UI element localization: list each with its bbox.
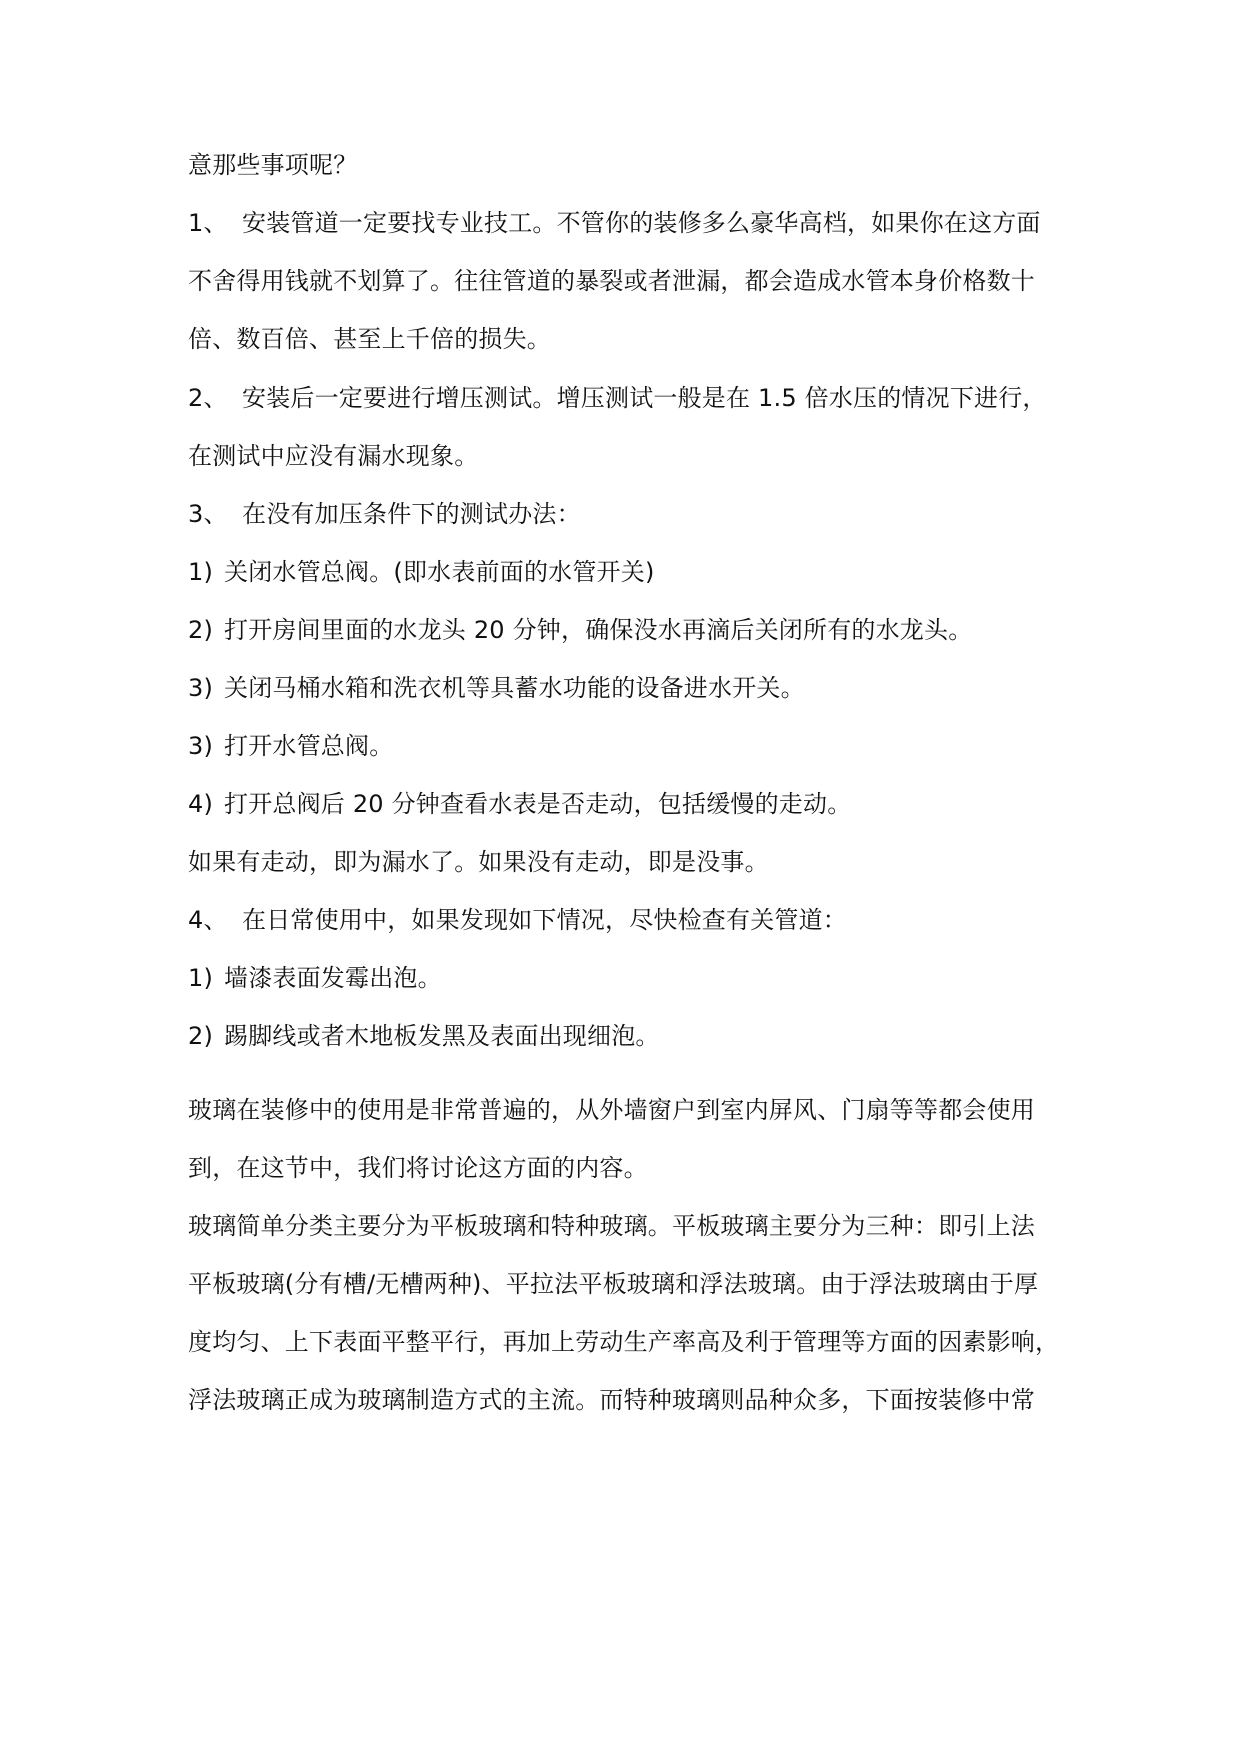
numbered-item <box>188 383 1047 413</box>
numbered-item <box>188 905 847 935</box>
item-number: 2、 <box>188 384 228 412</box>
sub-item <box>188 557 655 587</box>
sub-item-text: 关闭水管总阀。(即水表前面的水管开关) <box>224 558 655 586</box>
sub-item-number: 1) <box>188 558 214 586</box>
sub-item <box>188 963 442 993</box>
text-line: 不舍得用钱就不划算了。往往管道的暴裂或者泄漏，都会造成水管本身价格数十 <box>188 267 1035 295</box>
numbered-item <box>188 208 1041 238</box>
sub-item-number: 3) <box>188 732 214 760</box>
sub-item-text: 打开房间里面的水龙头 20 分钟，确保没水再滴后关闭所有的水龙头。 <box>224 616 973 644</box>
sub-item-number: 2) <box>188 616 214 644</box>
text-line: 度均匀、上下表面平整平行，再加上劳动生产率高及利于管理等方面的因素影响， <box>188 1328 1060 1356</box>
text-line: 玻璃在装修中的使用是非常普遍的，从外墙窗户到室内屏风、门扇等等都会使用 <box>188 1096 1035 1124</box>
sub-item <box>188 1021 660 1051</box>
sub-item-text: 打开水管总阀。 <box>224 732 394 760</box>
sub-item-number: 4) <box>188 790 214 818</box>
sub-item-text: 关闭马桶水箱和洗衣机等具蓄水功能的设备进水开关。 <box>224 674 805 702</box>
text-line: 平板玻璃(分有槽/无槽两种)、平拉法平板玻璃和浮法玻璃。由于浮法玻璃由于厚 <box>188 1270 1039 1298</box>
item-text: 在日常使用中，如果发现如下情况，尽快检查有关管道： <box>242 906 847 934</box>
item-text: 安装管道一定要找专业技工。不管你的装修多么豪华高档，如果你在这方面 <box>242 209 1041 237</box>
item-text: 安装后一定要进行增压测试。增压测试一般是在 1.5 倍水压的情况下进行， <box>242 384 1047 412</box>
sub-item-text: 打开总阀后 20 分钟查看水表是否走动，包括缓慢的走动。 <box>224 790 852 818</box>
sub-item-text: 踢脚线或者木地板发黑及表面出现细泡。 <box>224 1022 660 1050</box>
sub-item-number: 3) <box>188 674 214 702</box>
text-line: 倍、数百倍、甚至上千倍的损失。 <box>188 325 551 353</box>
text-line: 如果有走动，即为漏水了。如果没有走动，即是没事。 <box>188 848 769 876</box>
item-number: 1、 <box>188 209 228 237</box>
sub-item <box>188 673 805 703</box>
item-text: 在没有加压条件下的测试办法： <box>242 500 581 528</box>
sub-item-text: 墙漆表面发霉出泡。 <box>224 964 442 992</box>
sub-item-number: 2) <box>188 1022 214 1050</box>
sub-item <box>188 731 393 761</box>
text-line: 到，在这节中，我们将讨论这方面的内容。 <box>188 1154 648 1182</box>
text-line: 在测试中应没有漏水现象。 <box>188 442 479 470</box>
sub-item <box>188 789 851 819</box>
text-line: 意那些事项呢？ <box>188 151 358 179</box>
sub-item-number: 1) <box>188 964 214 992</box>
text-line: 玻璃简单分类主要分为平板玻璃和特种玻璃。平板玻璃主要分为三种：即引上法 <box>188 1212 1035 1240</box>
item-number: 3、 <box>188 500 228 528</box>
text-line: 浮法玻璃正成为玻璃制造方式的主流。而特种玻璃则品种众多，下面按装修中常 <box>188 1386 1035 1414</box>
numbered-item <box>188 499 581 529</box>
item-number: 4、 <box>188 906 228 934</box>
sub-item <box>188 615 972 645</box>
